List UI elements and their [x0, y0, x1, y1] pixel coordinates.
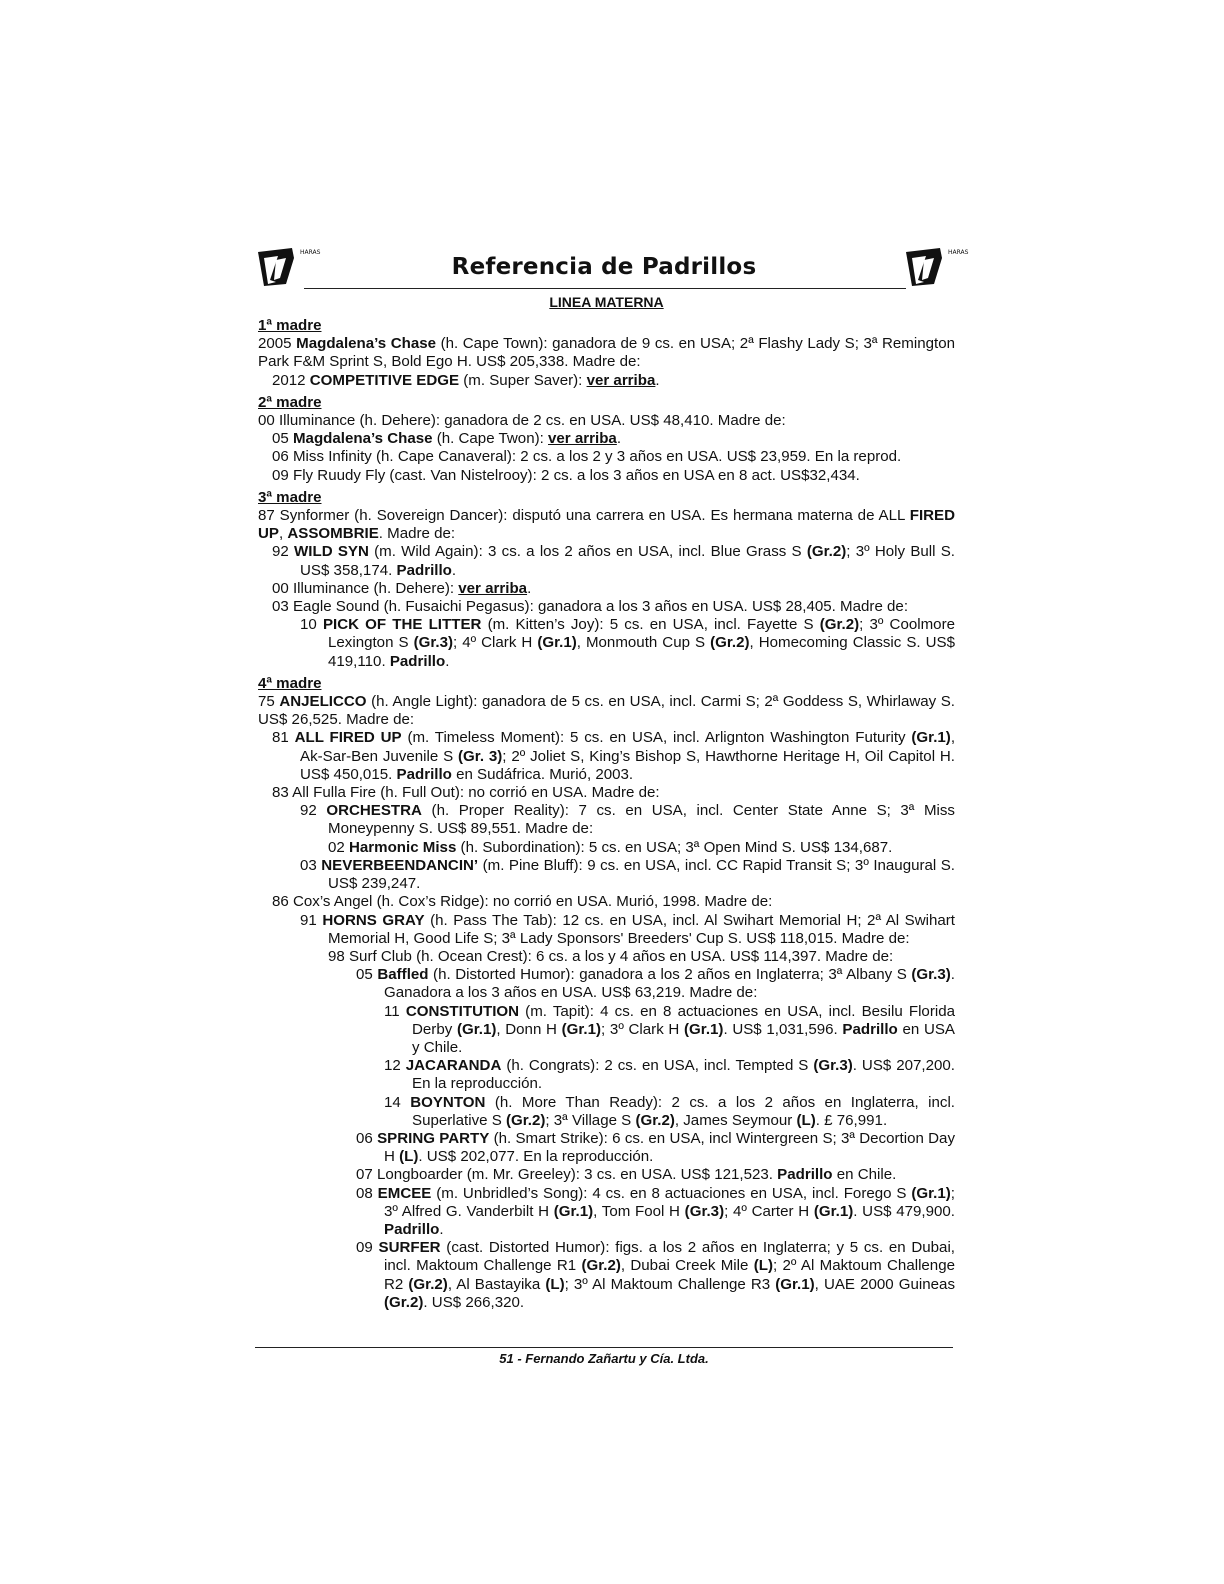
- entry-neverbeendancin: 03 NEVERBEENDANCIN’ (m. Pine Bluff): 9 cs. en USA, incl. CC Rapid Transit S; 3º Inaugural S. US$ 239,247.: [300, 856, 956, 893]
- haras-logo-right: [904, 244, 969, 290]
- entry-coxs-angel: 86 Cox’s Angel (h. Cox’s Ridge): no corrió en USA. Murió, 1998. Madre de:: [272, 893, 773, 911]
- footer-rule: [255, 1347, 953, 1348]
- logo-side-text: HARAS: [948, 249, 969, 256]
- entry-magdalenas-chase: 2005 Magdalena’s Chase (h. Cape Town): ganadora de 9 cs. en USA; 2ª Flashy Lady S; 3ª Remington Park F&M Sprint S, Bold Ego H. US$ 205,338. Madre de:: [258, 335, 955, 371]
- entry-anjelicco: 75 ANJELICCO (h. Angle Light): ganadora de 5 cs. en USA, incl. Carmi S; 2ª Goddess S, Whirlaway S. US$ 26,525. Madre de:: [258, 693, 956, 729]
- header-rule: [304, 288, 906, 289]
- entry-wild-syn: 92 WILD SYN (m. Wild Again): 3 cs. a los 2 años en USA, incl. Blue Grass S (Gr.2); 3º Holy Bull S. US$ 358,174. Padrillo.: [272, 543, 955, 579]
- entry-miss-infinity: 06 Miss Infinity (h. Cape Canaveral): 2 cs. a los 2 y 3 años en USA. US$ 23,959. En la reprod.: [272, 448, 902, 466]
- heading-fourth-dam: 4ª madre: [258, 674, 322, 692]
- entry-emcee: 08 EMCEE (m. Unbridled’s Song): 4 cs. en 8 actuaciones en USA, incl. Forego S (Gr.1); 3º Alfred G. Vanderbilt H (Gr.1), Tom Fool H (Gr.3); 4º Carter H (Gr.1). US$ 479,900. Padrillo.: [356, 1184, 956, 1238]
- entry-synformer: 87 Synformer (h. Sovereign Dancer): disputó una carrera en USA. Es hermana materna de ALL FIRED UP, ASSOMBRIE. Madre de:: [258, 507, 955, 543]
- entry-pick-of-the-litter: 10 PICK OF THE LITTER (m. Kitten’s Joy): 5 cs. en USA, incl. Fayette S (Gr.2); 3º Coolmore Lexington S (Gr.3); 4º Clark H (Gr.1), Monmouth Cup S (Gr.2), Homecoming Classic S. US$ 419,110. Padrillo.: [300, 616, 955, 670]
- section-title: LINEA MATERNA: [549, 294, 664, 310]
- entry-illuminance-ref: 00 Illuminance (h. Dehere): ver arriba.: [272, 579, 532, 597]
- heading-third-dam: 3ª madre: [258, 488, 322, 506]
- entry-illuminance: 00 Illuminance (h. Dehere): ganadora de 2 cs. en USA. US$ 48,410. Madre de:: [258, 412, 786, 430]
- pedigree-content: [258, 293, 955, 1312]
- entry-magdalenas-chase-ref: 05 Magdalena’s Chase (h. Cape Twon): ver arriba.: [272, 430, 622, 448]
- page-footer: 51 - Fernando Zañartu y Cía. Ltda.: [499, 1351, 709, 1366]
- heading-first-dam: 1ª madre: [258, 317, 322, 334]
- entry-harmonic-miss: 02 Harmonic Miss (h. Subordination): 5 cs. en USA; 3ª Open Mind S. US$ 134,687.: [328, 838, 893, 856]
- entry-surf-club: 98 Surf Club (h. Ocean Crest): 6 cs. a los y 4 años en USA. US$ 114,397. Madre de:: [328, 947, 894, 965]
- heading-second-dam: 2ª madre: [258, 393, 322, 411]
- entry-longboarder: 07 Longboarder (m. Mr. Greeley): 3 cs. en USA. US$ 121,523. Padrillo en Chile.: [356, 1166, 897, 1184]
- logo-side-text: HARAS: [300, 249, 321, 256]
- entry-eagle-sound: 03 Eagle Sound (h. Fusaichi Pegasus): ganadora a los 3 años en USA. US$ 28,405. Madre de:: [272, 598, 909, 616]
- entry-constitution: 11 CONSTITUTION (m. Tapit): 4 cs. en 8 actuaciones en USA, incl. Besilu Florida Derby (Gr.1), Donn H (Gr.1); 3º Clark H (Gr.1). US$ 1,031,596. Padrillo en USA y Chile.: [384, 1002, 955, 1056]
- entry-jacaranda: 12 JACARANDA (h. Congrats): 2 cs. en USA, incl. Tempted S (Gr.3). US$ 207,200. En la reproducción.: [384, 1057, 956, 1093]
- ver-arriba-link[interactable]: ver arriba: [586, 371, 656, 389]
- ver-arriba-link[interactable]: ver arriba: [458, 579, 528, 597]
- entry-baffled: 05 Baffled (h. Distorted Humor): ganadora a los 2 años en Inglaterra; 3ª Albany S (Gr.3). Ganadora a los 3 años en USA. US$ 63,219. Madre de:: [356, 966, 955, 1002]
- ver-arriba-link[interactable]: ver arriba: [548, 430, 617, 448]
- entry-spring-party: 06 SPRING PARTY (h. Smart Strike): 6 cs. en USA, incl Wintergreen S; 3ª Decortion Day H (L). US$ 202,077. En la reproducción.: [356, 1129, 955, 1166]
- entry-all-fulla-fire: 83 All Fulla Fire (h. Full Out): no corrió en USA. Madre de:: [272, 784, 660, 802]
- entry-boynton: 14 BOYNTON (h. More Than Ready): 2 cs. a los 2 años en Inglaterra, incl. Superlative S (Gr.2); 3ª Village S (Gr.2), James Seymour (L). £ 76,991.: [384, 1093, 955, 1129]
- entry-all-fired-up: 81 ALL FIRED UP (m. Timeless Moment): 5 cs. en USA, incl. Arlignton Washington Futurity (Gr.1), Ak-Sar-Ben Juvenile S (Gr. 3); 2º Joliet S, King’s Bishop S, Hawthorne Heritage H, Oil Capitol H. US$ 450,015. Padrillo en Sudáfrica. Murió, 2003.: [272, 729, 956, 783]
- entry-surfer: 09 SURFER (cast. Distorted Humor): figs. a los 2 años en Inglaterra; y 5 cs. en Dubai, incl. Maktoum Challenge R1 (Gr.2), Dubai Creek Mile (L); 2º Al Maktoum Challenge R2 (Gr.2), Al Bastayika (L); 3º Al Maktoum Challenge R3 (Gr.1), UAE 2000 Guineas (Gr.2). US$ 266,320.: [356, 1239, 956, 1311]
- entry-horns-gray: 91 HORNS GRAY (h. Pass The Tab): 12 cs. en USA, incl. Al Swihart Memorial H; 2ª Al Swihart Memorial H, Good Life S; 3ª Lady Sponsors' Breeders' Cup S. US$ 118,015. Madre de:: [300, 911, 955, 947]
- page-title: Referencia de Padrillos: [451, 254, 757, 280]
- entry-orchestra: 92 ORCHESTRA (h. Proper Reality): 7 cs. en USA, incl. Center State Anne S; 3ª Miss Moneypenny S. US$ 89,551. Madre de:: [300, 802, 955, 838]
- entry-fly-ruudy-fly: 09 Fly Ruudy Fly (cast. Van Nistelrooy): 2 cs. a los 3 años en USA en 8 act. US$32,434.: [272, 466, 860, 484]
- entry-competitive-edge: 2012 COMPETITIVE EDGE (m. Super Saver): ver arriba.: [272, 371, 660, 389]
